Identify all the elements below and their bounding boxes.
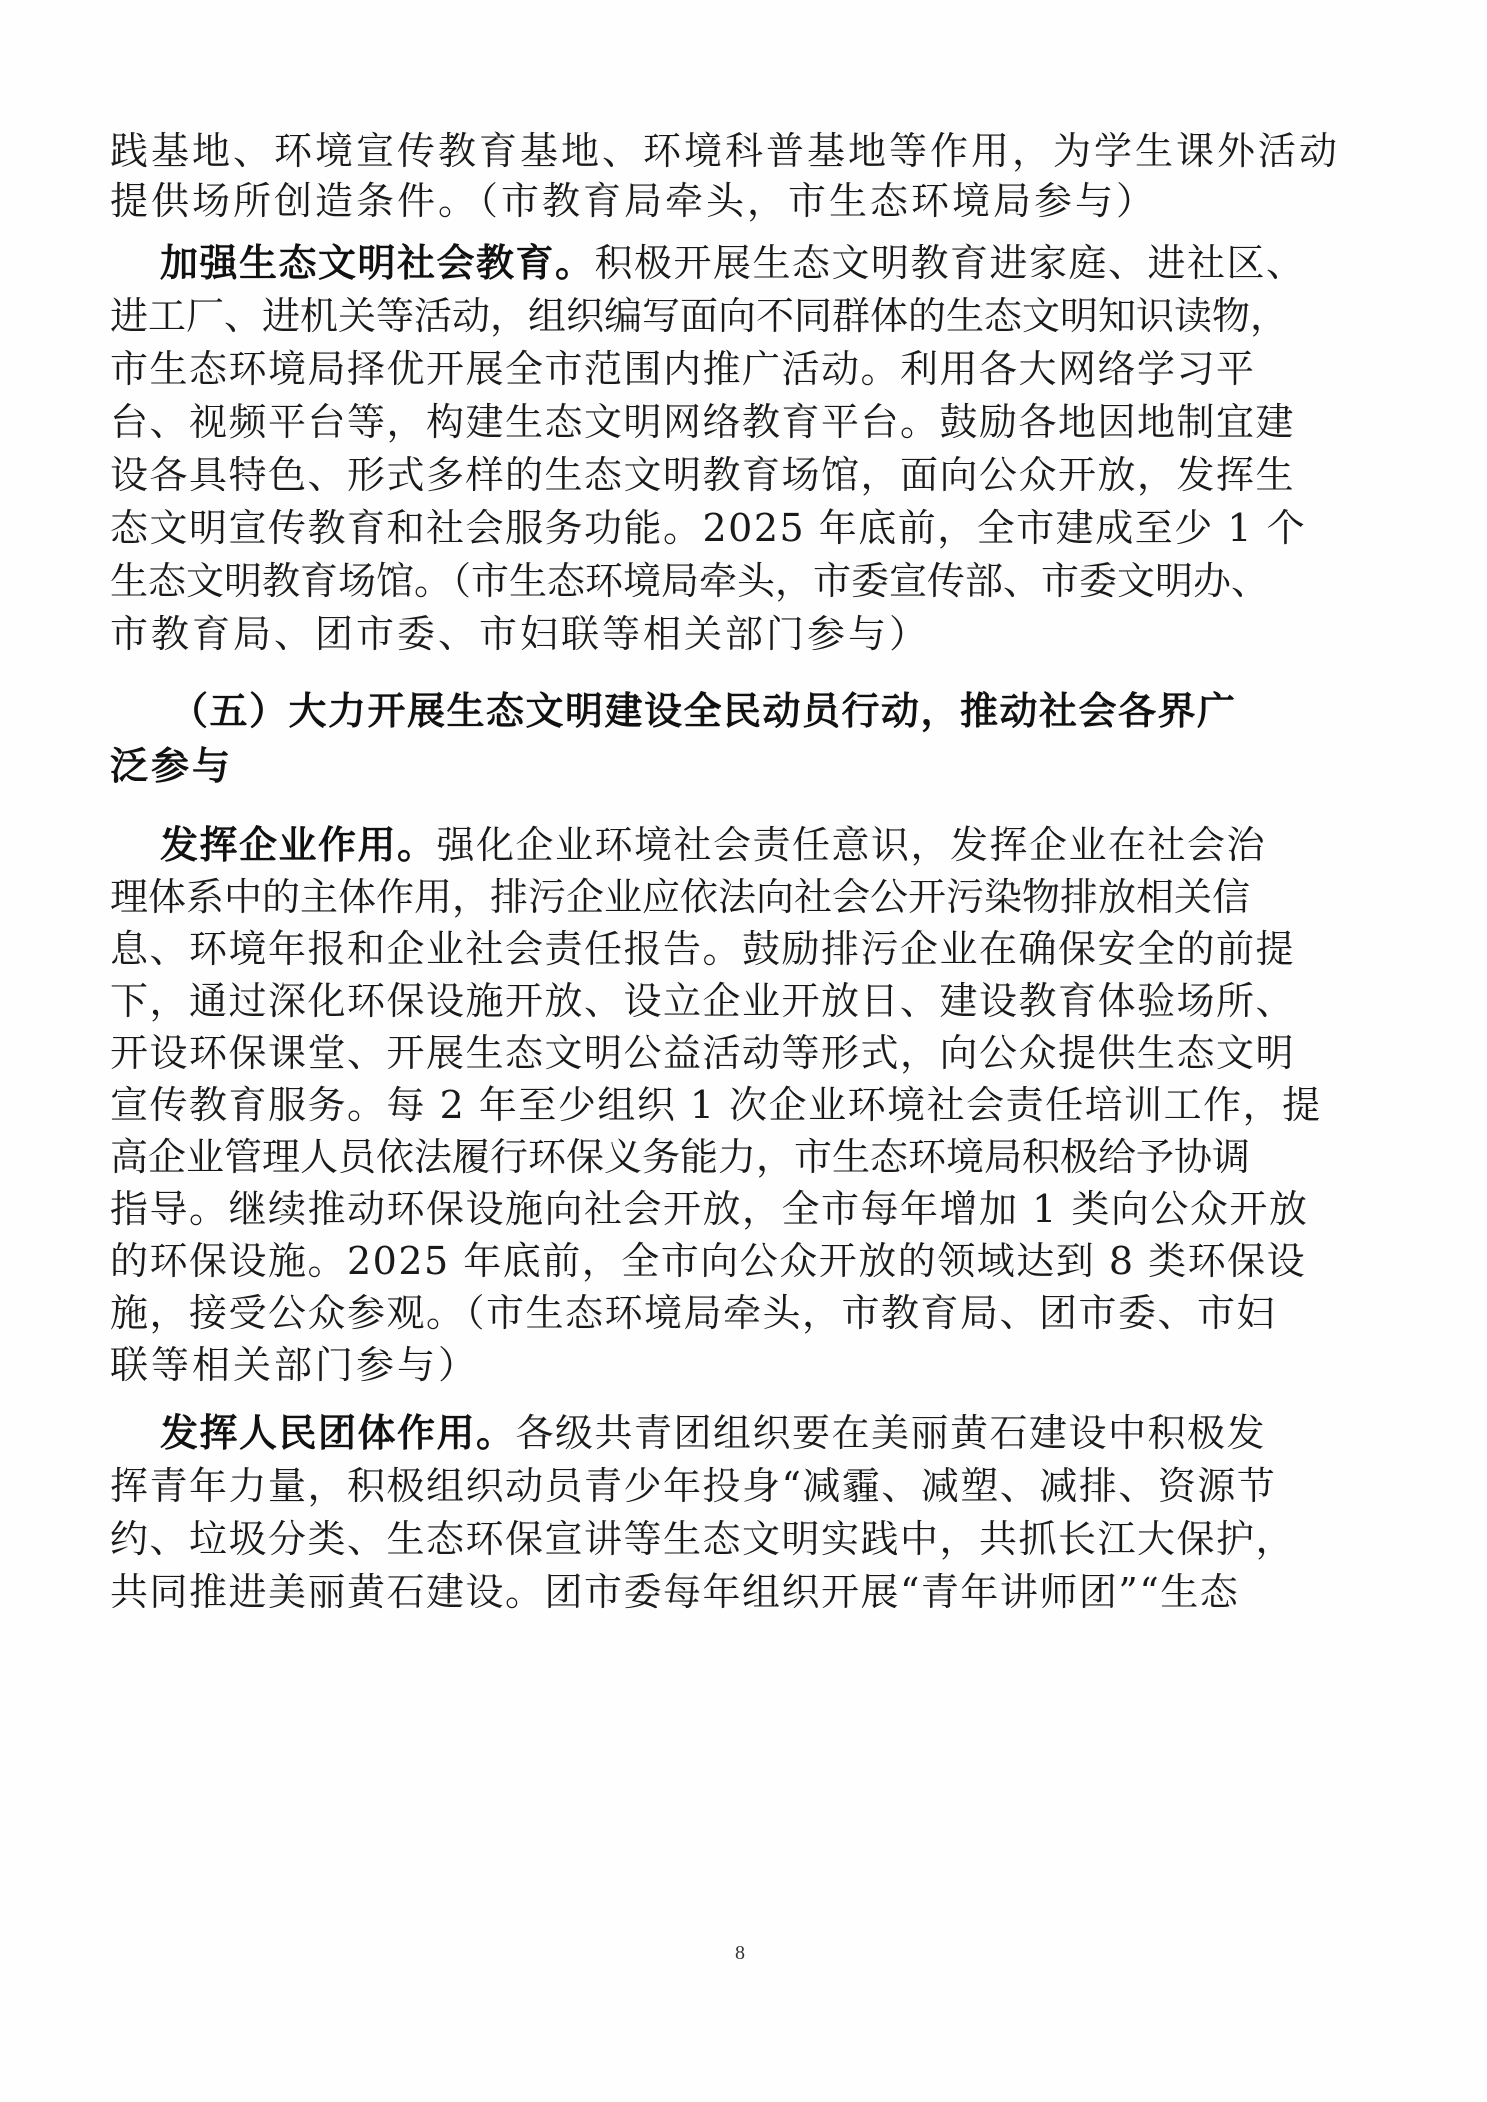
body-line: 施，接受公众参观。（市生态环境局牵头，市教育局、团市委、市妇	[110, 1291, 1277, 1335]
body-line: 约、垃圾分类、生态环保宣讲等生态文明实践中，共抓长江大保护，	[110, 1517, 1296, 1561]
body-line: 联等相关部门参与）	[110, 1343, 480, 1387]
body-line: 指导。继续推动环保设施向社会开放，全市每年增加 1 类向公众开放	[110, 1187, 1309, 1231]
section-heading-cont: 泛参与	[110, 744, 234, 788]
body-line: 生态文明教育场馆。（市生态环境局牵头，市委宣传部、市委文明办、	[110, 559, 1270, 603]
paragraph-social-education	[160, 240, 1306, 286]
body-text: 各级共青团组织要在美丽黄石建设中积极发	[515, 1411, 1267, 1455]
bold-lead: 发挥人民团体作用。	[160, 1411, 516, 1455]
body-line: 的环保设施。2025 年底前，全市向公众开放的领域达到 8 类环保设	[110, 1239, 1307, 1283]
page-number: 8	[735, 1942, 745, 1964]
body-line: 提供场所创造条件。（市教育局牵头，市生态环境局参与）	[110, 179, 1158, 223]
body-text: 强化企业环境社会责任意识，发挥企业在社会治	[436, 823, 1267, 867]
bold-lead: 发挥企业作用。	[160, 823, 437, 867]
section-heading: （五）大力开展生态文明建设全民动员行动，推动社会各界广	[170, 689, 1237, 733]
body-line: 市生态环境局择优开展全市范围内推广活动。利用各大网络学习平	[110, 347, 1256, 391]
body-line: 下，通过深化环保设施开放、设立企业开放日、建设教育体验场所、	[110, 979, 1296, 1023]
paragraph-people-groups	[160, 1410, 1266, 1456]
paragraph-enterprise-role	[160, 822, 1266, 868]
body-line: 进工厂、进机关等活动，组织编写面向不同群体的生态文明知识读物，	[110, 294, 1289, 338]
bold-lead: 加强生态文明社会教育。	[160, 241, 595, 285]
body-line: 态文明宣传教育和社会服务功能。2025 年底前，全市建成至少 1 个	[110, 506, 1307, 550]
body-line: 高企业管理人员依法履行环保义务能力，市生态环境局积极给予协调	[110, 1135, 1251, 1179]
body-line: 台、视频平台等，构建生态文明网络教育平台。鼓励各地因地制宜建	[110, 400, 1296, 444]
body-line: 共同推进美丽黄石建设。团市委每年组织开展“青年讲师团”“生态	[110, 1570, 1240, 1614]
body-line: 市教育局、团市委、市妇联等相关部门参与）	[110, 612, 931, 656]
body-line: 践基地、环境宣传教育基地、环境科普基地等作用，为学生课外活动	[110, 129, 1341, 173]
body-line: 挥青年力量，积极组织动员青少年投身“减霾、减塑、减排、资源节	[110, 1464, 1277, 1508]
body-line: 宣传教育服务。每 2 年至少组织 1 次企业环境社会责任培训工作，提	[110, 1083, 1322, 1127]
body-line: 开设环保课堂、开展生态文明公益活动等形式，向公众提供生态文明	[110, 1031, 1296, 1075]
body-line: 设各具特色、形式多样的生态文明教育场馆，面向公众开放，发挥生	[110, 453, 1296, 497]
body-line: 理体系中的主体作用，排污企业应依法向社会公开污染物排放相关信	[110, 875, 1251, 919]
body-text: 积极开展生态文明教育进家庭、进社区、	[594, 241, 1306, 285]
body-line: 息、环境年报和企业社会责任报告。鼓励排污企业在确保安全的前提	[110, 927, 1296, 971]
